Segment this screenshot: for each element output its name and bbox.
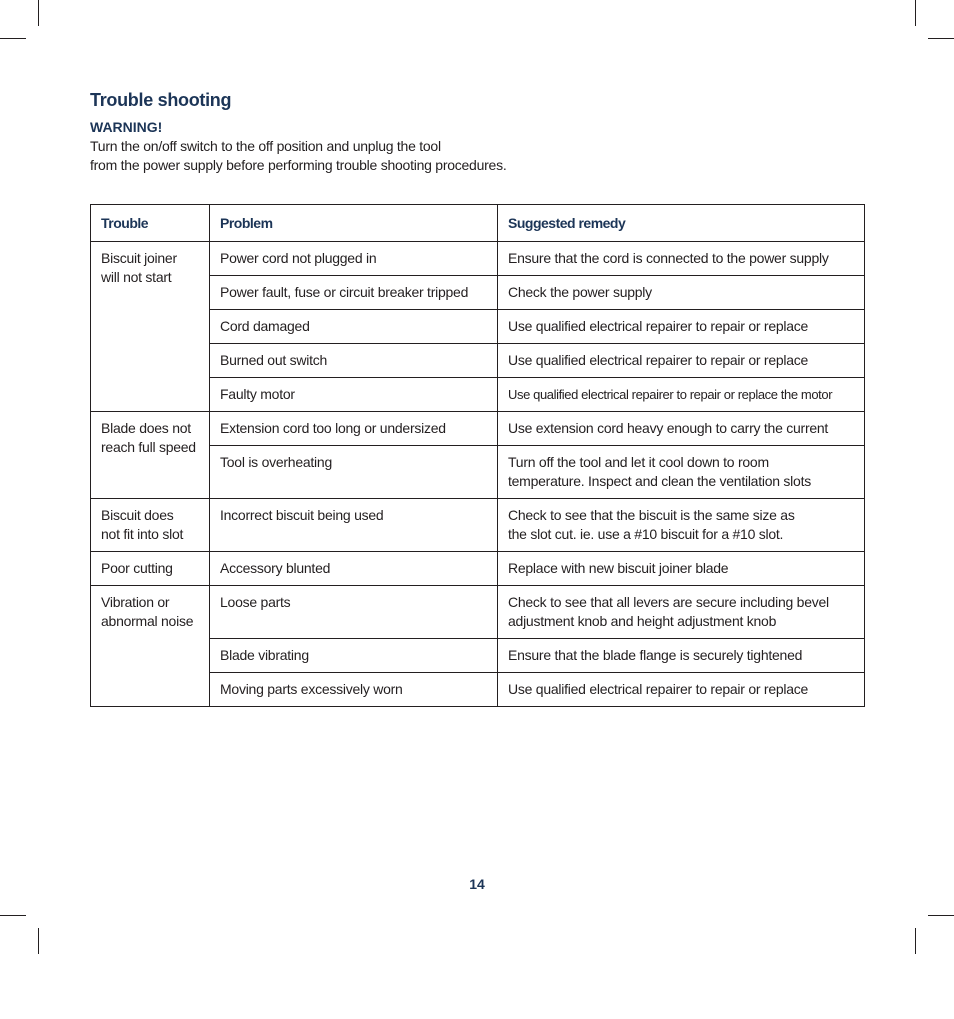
trouble-cell: Vibration or abnormal noise (91, 586, 210, 707)
crop-mark-top-right-vertical (915, 0, 916, 26)
remedy-cell: Replace with new biscuit joiner blade (498, 552, 865, 586)
troubleshooting-table (90, 204, 865, 707)
crop-mark-bottom-left-vertical (38, 928, 39, 954)
header-remedy: Suggested remedy (498, 205, 865, 242)
crop-mark-bottom-right-horizontal (928, 915, 954, 916)
remedy-cell: Ensure that the blade flange is securely tightened (498, 639, 865, 673)
table-row (91, 499, 865, 552)
problem-cell: Accessory blunted (210, 552, 498, 586)
warning-text-line-2: from the power supply before performing trouble shooting procedures. (90, 157, 507, 173)
problem-cell: Burned out switch (210, 344, 498, 378)
table-row (91, 552, 865, 586)
remedy-cell: Turn off the tool and let it cool down to room temperature. Inspect and clean the ventilation slots (498, 446, 865, 499)
problem-cell: Incorrect biscuit being used (210, 499, 498, 552)
remedy-cell: Use qualified electrical repairer to repair or replace (498, 310, 865, 344)
warning-text-line-1: Turn the on/off switch to the off position and unplug the tool (90, 138, 441, 154)
remedy-cell: Use qualified electrical repairer to repair or replace the motor (498, 378, 865, 412)
warning-label: WARNING! (90, 119, 163, 135)
table-row (91, 586, 865, 639)
trouble-cell: Biscuit joiner will not start (91, 242, 210, 412)
crop-mark-bottom-left-horizontal (0, 915, 26, 916)
remedy-cell: Check the power supply (498, 276, 865, 310)
remedy-cell: Use qualified electrical repairer to repair or replace (498, 344, 865, 378)
problem-cell: Extension cord too long or undersized (210, 412, 498, 446)
trouble-cell: Biscuit does not fit into slot (91, 499, 210, 552)
remedy-cell: Ensure that the cord is connected to the power supply (498, 242, 865, 276)
crop-mark-bottom-right-vertical (915, 928, 916, 954)
crop-mark-top-right-horizontal (928, 38, 954, 39)
remedy-cell: Use qualified electrical repairer to repair or replace (498, 673, 865, 707)
crop-mark-top-left-vertical (38, 0, 39, 26)
remedy-cell: Use extension cord heavy enough to carry the current (498, 412, 865, 446)
problem-cell: Cord damaged (210, 310, 498, 344)
problem-cell: Faulty motor (210, 378, 498, 412)
remedy-cell: Check to see that the biscuit is the same size as the slot cut. ie. use a #10 biscuit for a #10 slot. (498, 499, 865, 552)
crop-mark-top-left-horizontal (0, 38, 26, 39)
table-header-row (91, 205, 865, 242)
problem-cell: Moving parts excessively worn (210, 673, 498, 707)
page-title: Trouble shooting (90, 90, 232, 110)
problem-cell: Power cord not plugged in (210, 242, 498, 276)
header-trouble: Trouble (91, 205, 210, 242)
page-number: 14 (469, 876, 485, 892)
problem-cell: Tool is overheating (210, 446, 498, 499)
trouble-cell: Poor cutting (91, 552, 210, 586)
table-row (91, 412, 865, 446)
trouble-cell: Blade does not reach full speed (91, 412, 210, 499)
problem-cell: Loose parts (210, 586, 498, 639)
table-row (91, 242, 865, 276)
header-problem: Problem (210, 205, 498, 242)
remedy-cell: Check to see that all levers are secure including bevel adjustment knob and height adjustment knob (498, 586, 865, 639)
problem-cell: Blade vibrating (210, 639, 498, 673)
problem-cell: Power fault, fuse or circuit breaker tripped (210, 276, 498, 310)
